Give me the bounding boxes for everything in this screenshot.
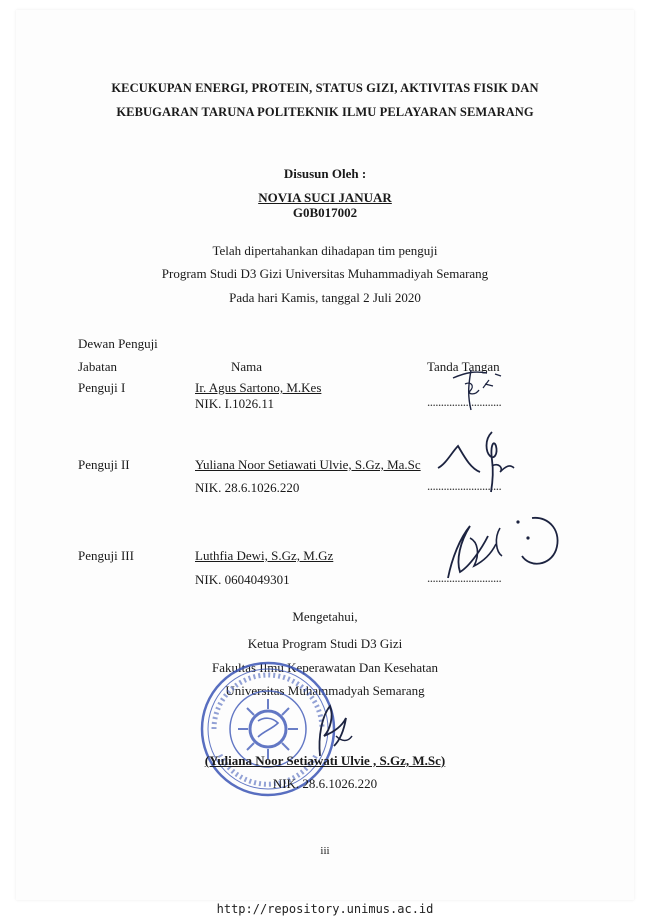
examiner-3-signature-line: ........................... bbox=[427, 570, 502, 585]
author-nim: G0B017002 bbox=[292, 205, 358, 220]
examiner-3-name: Luthfia Dewi, S.Gz, M.Gz bbox=[195, 548, 334, 563]
column-tanda-tangan: Tanda Tangan bbox=[427, 359, 500, 374]
approval-line-4: Universitas Muhammadyah Semarang bbox=[225, 683, 425, 698]
examiner-3-nik: NIK. 0604049301 bbox=[195, 572, 290, 587]
examiner-1-role: Penguji I bbox=[78, 380, 126, 395]
defense-line-1: Telah dipertahankan dihadapan tim penguji bbox=[212, 243, 438, 258]
author-name: NOVIA SUCI JANUAR bbox=[258, 190, 392, 205]
repository-url[interactable]: http://repository.unimus.ac.id bbox=[216, 902, 434, 916]
examiner-2-signature-line: ........................... bbox=[427, 478, 502, 493]
examiner-1-signature bbox=[445, 364, 515, 414]
approval-line-1: Mengetahui, bbox=[292, 609, 358, 624]
examiner-3-signature bbox=[430, 508, 570, 588]
document-title-line-1: KECUKUPAN ENERGI, PROTEIN, STATUS GIZI, AKTIVITAS FISIK DAN bbox=[111, 81, 539, 95]
examiner-1-nik: NIK. I.1026.11 bbox=[195, 396, 274, 411]
examiner-2-nik: NIK. 28.6.1026.220 bbox=[195, 480, 300, 495]
approval-line-3: Fakultas Ilmu Keperawatan Dan Kesehatan bbox=[212, 660, 438, 675]
examiner-1-signature-line: ........................... bbox=[427, 394, 502, 409]
author-label: Disusun Oleh : bbox=[283, 166, 367, 181]
chair-nik: NIK. 28.6.1026.220 bbox=[272, 776, 378, 791]
approval-line-2: Ketua Program Studi D3 Gizi bbox=[247, 636, 403, 651]
defense-line-3: Pada hari Kamis, tanggal 2 Juli 2020 bbox=[229, 290, 421, 305]
page-number: iii bbox=[320, 845, 330, 857]
examiner-1-name: Ir. Agus Sartono, M.Kes bbox=[195, 380, 322, 395]
examiner-3-role: Penguji III bbox=[78, 548, 134, 563]
defense-line-2: Program Studi D3 Gizi Universitas Muhammadiyah Semarang bbox=[161, 266, 489, 281]
examiner-2-name: Yuliana Noor Setiawati Ulvie, S.Gz, Ma.Sc bbox=[195, 457, 421, 472]
examiner-2-role: Penguji II bbox=[78, 457, 130, 472]
board-heading: Dewan Penguji bbox=[78, 336, 158, 351]
chair-name: (Yuliana Noor Setiawati Ulvie , S.Gz, M.Sc) bbox=[204, 753, 446, 768]
column-nama: Nama bbox=[231, 359, 263, 374]
examiner-2-signature bbox=[434, 426, 524, 496]
column-jabatan: Jabatan bbox=[78, 359, 117, 374]
document-title-line-2: KEBUGARAN TARUNA POLITEKNIK ILMU PELAYARAN SEMARANG bbox=[116, 105, 534, 119]
